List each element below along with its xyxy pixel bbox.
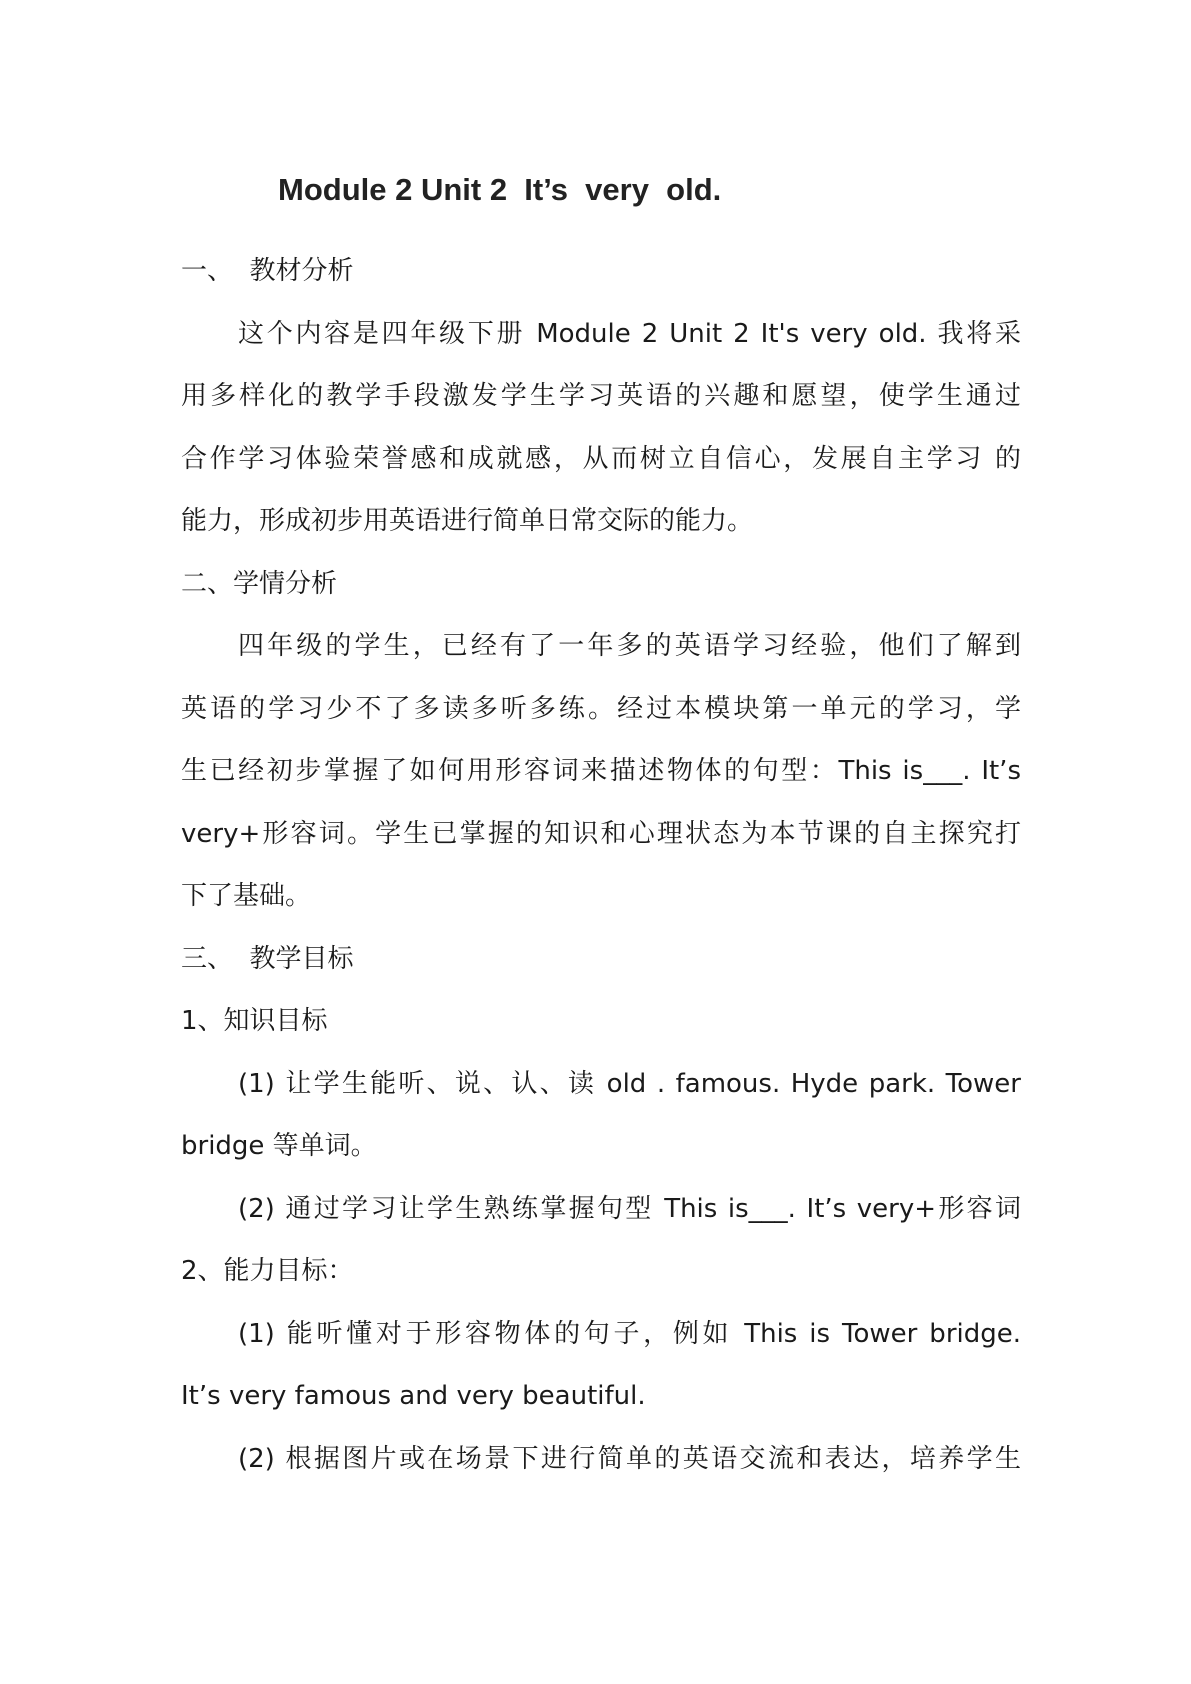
paragraph-line: 生已经初步掌握了如何用形容词来描述物体的句型：This is___. It’s [181,756,1021,786]
section-heading-teaching-goals: 三、 教学目标 [181,943,354,974]
paragraph-line: 四年级的学生，已经有了一年多的英语学习经验，他们了解到 [238,631,1021,661]
subsection-heading-knowledge-goals: 1、知识目标 [181,1006,328,1036]
list-item-line: It’s very famous and very beautiful. [181,1381,646,1411]
paragraph-line: 下了基础。 [181,881,312,911]
list-item-line: (1) 能听懂对于形容物体的句子，例如 This is Tower bridge. [238,1318,1021,1349]
document-title: Module 2 Unit 2 It’s very old. [278,172,722,207]
paragraph-line: very+形容词。学生已掌握的知识和心理状态为本节课的自主探究打 [181,818,1021,849]
section-heading-student-analysis: 二、学情分析 [181,568,338,599]
list-item-line: (2) 通过学习让学生熟练掌握句型 This is___. It’s very+形容词 [238,1193,1021,1224]
list-item-line: (2) 根据图片或在场景下进行简单的英语交流和表达，培养学生 [238,1443,1021,1474]
section-heading-textbook-analysis: 一、 教材分析 [181,256,354,286]
paragraph-line: 这个内容是四年级下册 Module 2 Unit 2 It's very old. 我将采 [238,318,1021,349]
paragraph-line: 英语的学习少不了多读多听多练。经过本模块第一单元的学习，学 [181,693,1021,724]
list-item-line: (1) 让学生能听、说、认、读 old . famous. Hyde park. Tower [238,1068,1021,1099]
subsection-heading-ability-goals: 2、能力目标： [181,1256,354,1286]
document-body [181,240,1021,1490]
paragraph-line: 合作学习体验荣誉感和成就感，从而树立自信心，发展自主学习 的 [181,443,1021,474]
list-item-line: bridge 等单词。 [181,1131,377,1161]
paragraph-line: 用多样化的教学手段激发学生学习英语的兴趣和愿望，使学生通过 [181,381,1021,411]
paragraph-line: 能力，形成初步用英语进行简单日常交际的能力。 [181,506,754,536]
